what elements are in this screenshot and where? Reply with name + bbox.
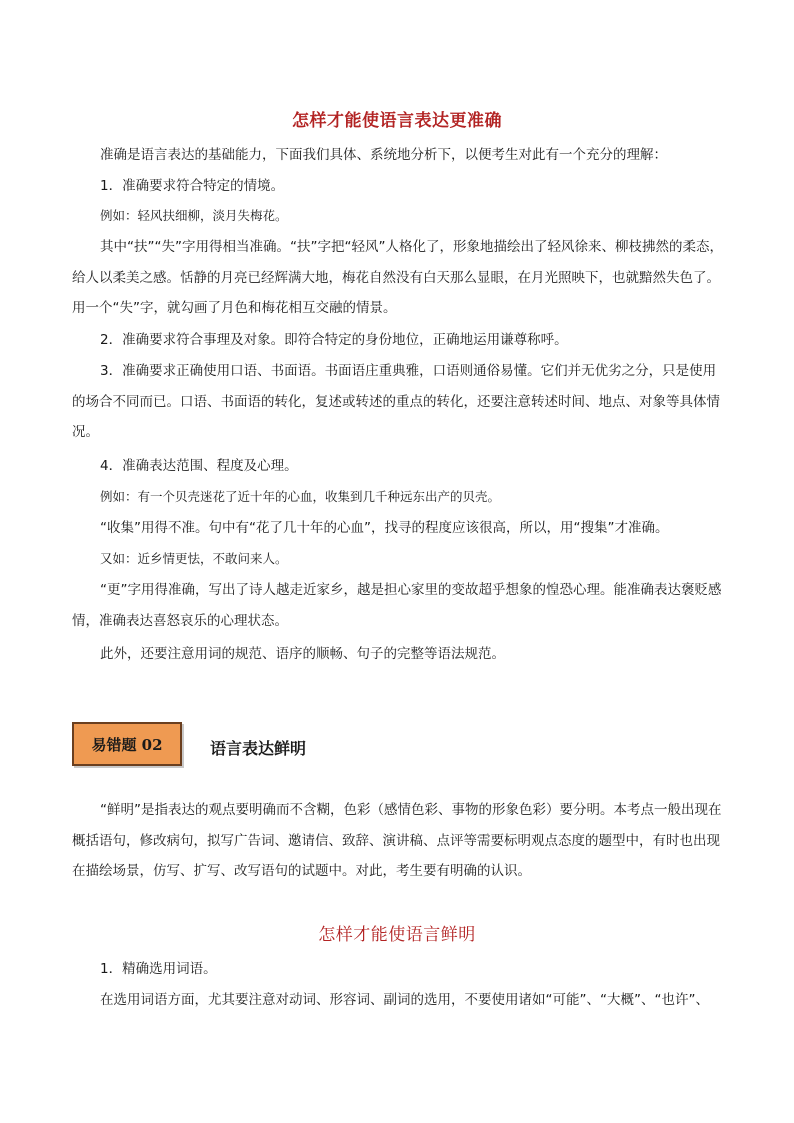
explanation-2: “收集”用得不准。句中有“花了几十年的心血”，找寻的程度应该很高，所以，用“搜集”才准确。 bbox=[100, 520, 669, 536]
vividness-explanation: 在选用词语方面，尤其要注意对动词、形容词、副词的选用，不要使用诸如“可能”、“大概”、“也许”、 bbox=[100, 992, 709, 1008]
section-heading-vividness: 怎样才能使语言鲜明 bbox=[318, 925, 476, 945]
example-1: 例如：轻风扶细柳，淡月失梅花。 bbox=[100, 208, 288, 223]
intro-paragraph: 准确是语言表达的基础能力，下面我们具体、系统地分析下，以便考生对此有一个充分的理解： bbox=[100, 147, 667, 163]
point-3: 3．准确要求正确使用口语、书面语。书面语庄重典雅，口语则通俗易懂。它们并无优劣之分，只是使用的场合不同而已。口语、书面语的转化，复述或转述的重点的转化，还要注意转述时间、地点、对象等具体情况。 bbox=[72, 363, 720, 440]
closing-note: 此外，还要注意用词的规范、语序的顺畅、句子的完整等语法规范。 bbox=[100, 646, 505, 662]
point-4: 4．准确表达范围、程度及心理。 bbox=[100, 458, 298, 474]
error-question-badge: 易错题 02 bbox=[72, 722, 182, 766]
explanation-1: 其中“扶”“失”字用得相当准确。“扶”字把“轻风”人格化了，形象地描绘出了轻风徐来、柳枝拂然的柔态，给人以柔美之感。恬静的月亮已经辉满大地，梅花自然没有白天那么显眼，在月光照映下，也就黯然失色了。用一个“失”字，就勾画了月色和梅花相互交融的情景。 bbox=[72, 239, 723, 316]
example-3: 又如：近乡情更怯，不敢问来人。 bbox=[100, 551, 288, 566]
badge-title: 语言表达鲜明 bbox=[210, 739, 307, 758]
example-2: 例如：有一个贝壳迷花了近十年的心血，收集到几千种远东出产的贝壳。 bbox=[100, 489, 501, 504]
section-heading-accuracy: 怎样才能使语言表达更准确 bbox=[292, 111, 502, 131]
point-1: 1．准确要求符合特定的情境。 bbox=[100, 178, 285, 194]
vividness-intro: “鲜明”是指表达的观点要明确而不含糊，色彩（感情色彩、事物的形象色彩）要分明。本考点一般出现在概括语句，修改病句，拟写广告词、邀请信、致辞、演讲稿、点评等需要标明观点态度的题型中，有时也出现在描绘场景，仿写、扩写、改写语句的试题中。对此，考生要有明确的认识。 bbox=[72, 802, 722, 879]
vividness-point-1: 1．精确选用词语。 bbox=[100, 961, 217, 977]
point-2: 2．准确要求符合事理及对象。即符合特定的身份地位，正确地运用谦尊称呼。 bbox=[100, 332, 568, 348]
explanation-3: “更”字用得准确，写出了诗人越走近家乡，越是担心家里的变故超乎想象的惶恐心理。能准确表达褒贬感情，准确表达喜怒哀乐的心理状态。 bbox=[72, 582, 722, 629]
